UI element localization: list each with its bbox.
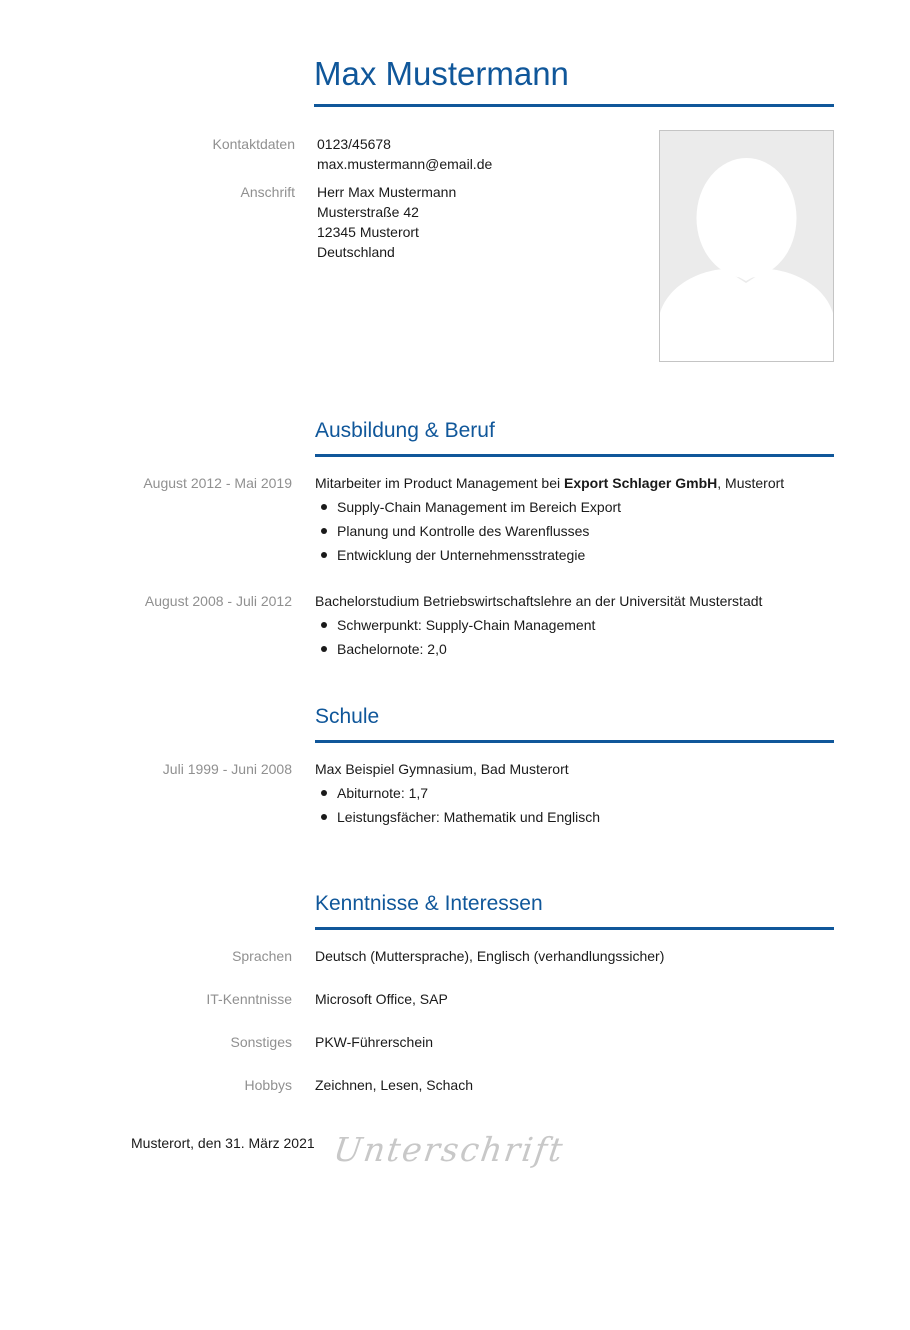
address-line-city: 12345 Musterort	[317, 224, 419, 240]
contact-label: Kontaktdaten	[212, 136, 295, 152]
skill-label-languages: Sprachen	[232, 948, 292, 964]
phone-number: 0123/45678	[317, 136, 391, 152]
person-silhouette-icon	[660, 131, 833, 361]
section-divider	[315, 927, 834, 930]
address-line-street: Musterstraße 42	[317, 204, 419, 220]
signature: Unterschrift	[331, 1130, 567, 1169]
address-line-country: Deutschland	[317, 244, 395, 260]
entry-heading-text: Mitarbeiter im Product Management bei	[315, 475, 564, 491]
section-divider	[315, 454, 834, 457]
entry-heading: Max Beispiel Gymnasium, Bad Musterort	[315, 761, 569, 777]
profile-photo-placeholder	[659, 130, 834, 362]
skill-label-it: IT-Kenntnisse	[206, 991, 292, 1007]
entry-bullet-list	[315, 615, 835, 659]
entry-bullet-list	[315, 497, 835, 565]
place-and-date: Musterort, den 31. März 2021	[131, 1135, 315, 1151]
list-item: Supply-Chain Management im Bereich Export	[315, 497, 835, 517]
cv-name: Max Mustermann	[314, 55, 569, 92]
employer-name: Export Schlager GmbH	[564, 475, 718, 491]
list-item: Abiturnote: 1,7	[315, 783, 835, 803]
entry-date: August 2008 - Juli 2012	[144, 593, 292, 609]
section-title-education-career: Ausbildung & Beruf	[315, 419, 495, 442]
skill-value-other: PKW-Führerschein	[315, 1034, 434, 1050]
skill-value-it: Microsoft Office, SAP	[315, 991, 448, 1007]
email-address: max.mustermann@email.de	[317, 156, 493, 172]
address-label: Anschrift	[240, 184, 295, 200]
entry-bullet-list	[315, 783, 835, 827]
career-entry	[315, 473, 835, 569]
education-entry	[315, 591, 835, 663]
skill-label-other: Sonstiges	[230, 1034, 292, 1050]
address-line-name: Herr Max Mustermann	[317, 184, 457, 200]
skill-value-languages: Deutsch (Muttersprache), Englisch (verhandlungssicher)	[315, 948, 665, 964]
name-divider	[314, 104, 834, 107]
list-item: Bachelornote: 2,0	[315, 639, 835, 659]
section-title-school: Schule	[315, 705, 380, 728]
entry-heading	[315, 473, 835, 493]
list-item: Entwicklung der Unternehmensstrategie	[315, 545, 835, 565]
entry-heading: Bachelorstudium Betriebswirtschaftslehre an der Universität Musterstadt	[315, 593, 763, 609]
list-item: Planung und Kontrolle des Warenflusses	[315, 521, 835, 541]
section-divider	[315, 740, 834, 743]
entry-location: , Musterort	[717, 475, 785, 491]
skill-value-hobbies: Zeichnen, Lesen, Schach	[315, 1077, 473, 1093]
skill-label-hobbies: Hobbys	[244, 1077, 292, 1093]
list-item: Schwerpunkt: Supply-Chain Management	[315, 615, 835, 635]
list-item: Leistungsfächer: Mathematik und Englisch	[315, 807, 835, 827]
school-entry	[315, 759, 835, 831]
section-title-skills: Kenntnisse & Interessen	[315, 892, 543, 915]
entry-date: August 2012 - Mai 2019	[143, 475, 292, 491]
entry-date: Juli 1999 - Juni 2008	[162, 761, 292, 777]
